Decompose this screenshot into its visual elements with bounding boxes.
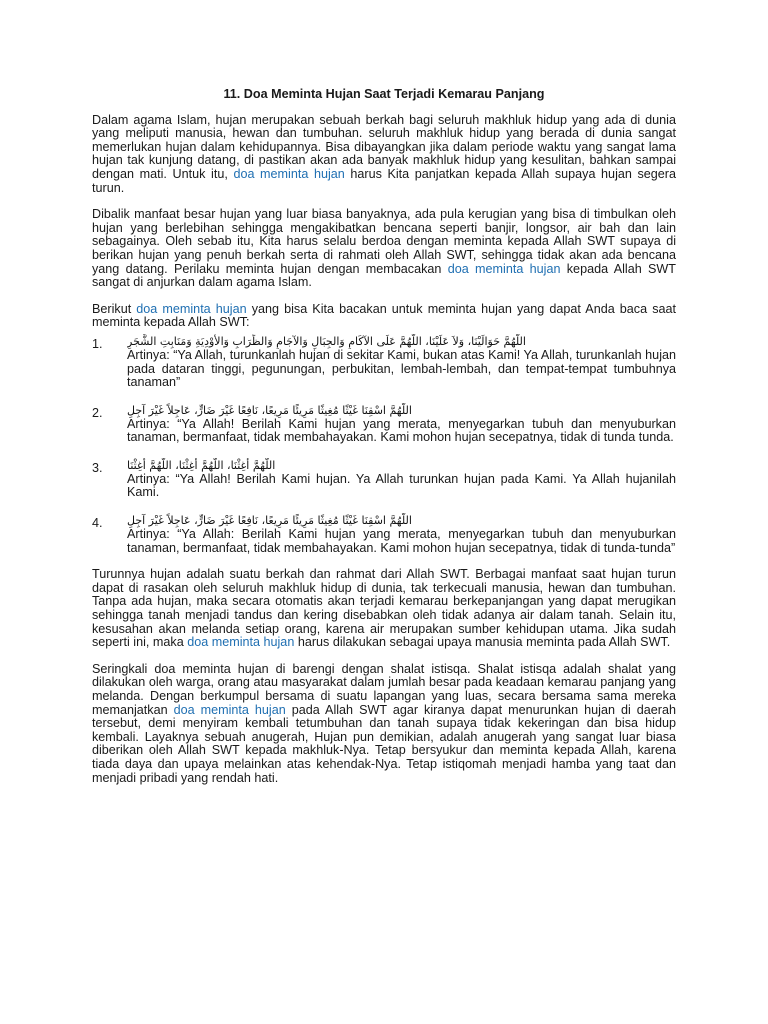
paragraph-text: Dibalik manfaat besar hujan yang luar biasa banyaknya, ada pula kerugian yang bisa di timbulkan oleh hujan yang berlebihan sehingga mengakibatkan bencana seperti banjir, longsor, air bah dan lain sebagainya. Oleh sebab itu, Kita harus selalu berdoa dengan meminta kepada Allah SWT supaya di berikan hujan yang penuh berkah serta di rahmati oleh Allah SWT, sehingga tidak akan ada bencana yang datang. Perilaku meminta hujan dengan membacakan [92, 207, 676, 276]
doa-meminta-hujan-link[interactable]: doa meminta hujan [136, 301, 247, 316]
doa-meminta-hujan-link[interactable]: doa meminta hujan [173, 702, 286, 717]
paragraph-text: Seringkali doa meminta hujan di barengi dengan shalat istisqa. Shalat istisqa adalah shalat yang dilakukan oleh warga, orang atau masyarakat dalam jumlah besar pada keadaan kemarau panjang yang melanda. Dengan berkumpul bersama di suatu lapangan yang luas, secara bersama sama mereka memanjatkan [92, 661, 676, 717]
dua-meaning: Artinya: “Ya Allah! Berilah Kami hujan. Ya Allah turunkan hujan pada Kami. Ya Allah hujanilah Kami. [127, 471, 676, 500]
dua-number: 4. [92, 516, 103, 531]
doa-meminta-hujan-link[interactable]: doa meminta hujan [233, 166, 345, 181]
doa-meminta-hujan-link[interactable]: doa meminta hujan [447, 261, 561, 276]
paragraph-benefits [92, 208, 676, 290]
paragraph-blessing [92, 568, 676, 650]
document-page [92, 88, 676, 798]
paragraph-text: pada Allah SWT agar kiranya dapat menurunkan hujan di daerah tersebut, demi menyiram kembali tetumbuhan dan tanah supaya tidak kekeringan dan bisa hidup kembali. Layaknya sebuah anugerah, Hujan pun demikian, adalah anugerah yang sangat luar biasa diberikan oleh Allah SWT kepada makhluk-Nya. Tetap bersyukur dan meminta kepada Allah, karena tiada daya dan upaya melainkan atas kehendak-Nya. Tetap istiqomah menjadi hamba yang taat dan menjadi pribadi yang rendah hati. [92, 702, 676, 785]
paragraph-text: kepada Allah SWT sangat di anjurkan dalam agama Islam. [92, 261, 676, 290]
paragraph-list-intro [92, 303, 676, 330]
dua-arabic-text: اللَّهُمَّ اسْقِنَا غَيْثًا مُغِيثًا مَرِيئًا مَرِيعًا، نَافِعًا غَيْرَ ضَارٍّ، عَاجِلاً غَيْرَ آجِلٍ [127, 514, 412, 528]
dua-list [92, 334, 676, 555]
page-title: 11. Doa Meminta Hujan Saat Terjadi Kemarau Panjang [223, 87, 545, 101]
dua-item [92, 403, 676, 445]
dua-number: 1. [92, 336, 103, 351]
dua-number: 2. [92, 405, 103, 420]
dua-arabic-text: اللَّهُمَّ حَوَالَيْنَا، وَلاَ عَلَيْنَا، اللَّهُمَّ عَلَى الآكَامِ وَالجِبَالِ وَالآجَامِ وَالظِّرَابِ وَالأَوْدِيَةِ وَمَنَابِتِ الشَّجَرِ [127, 334, 526, 348]
dua-meaning: Artinya: “Ya Allah! Berilah Kami hujan yang merata, menyegarkan tubuh dan menyuburkan tanaman, bermanfaat, tidak membahayakan. Kami mohon hujan secepatnya, tidak di tunda tunda. [127, 416, 676, 445]
dua-item [92, 334, 676, 390]
dua-arabic-text: اللَّهُمَّ أَغِثْنَا، اللَّهُمَّ أَغِثْنَا، اللَّهُمَّ أَغِثْنَا [127, 458, 276, 472]
doa-meminta-hujan-link[interactable]: doa meminta hujan [187, 635, 295, 650]
paragraph-text: harus dilakukan sebagai upaya manusia meminta pada Allah SWT. [294, 635, 671, 650]
paragraph-text: Berikut [92, 301, 137, 316]
paragraph-istisqa [92, 663, 676, 785]
paragraph-text: harus Kita panjatkan kepada Allah supaya hujan segera turun. [92, 166, 676, 195]
dua-meaning: Artinya: “Ya Allah: Berilah Kami hujan yang merata, menyegarkan tubuh dan menyuburkan tanaman, bermanfaat, tidak membahayakan. Kami mohon hujan secepatnya, tidak di tunda-tunda” [127, 527, 676, 555]
dua-meaning: Artinya: “Ya Allah, turunkanlah hujan di sekitar Kami, bukan atas Kami! Ya Allah, turunkanlah hujan pada dataran tinggi, pegunungan, perbukitan, lembah-lembah, dan tempat-tempat tumbuhnya tanaman” [127, 347, 676, 390]
dua-item [92, 513, 676, 555]
paragraph-intro [92, 114, 676, 196]
dua-item [92, 458, 676, 500]
paragraph-text: Turunnya hujan adalah suatu berkah dan rahmat dari Allah SWT. Berbagai manfaat saat hujan turun dapat di rasakan oleh seluruh makhluk hidup di dunia, tak terkecuali manusia, hewan dan tumbuhan. Tanpa ada hujan, maka secara otomatis akan terjadi kemarau berkepanjangan yang dapat merugikan sehingga tanah menjadi tandus dan kering disebabkan oleh tidak adanya air dalam tanah. Selain itu, kesusahan akan melanda setiap orang, karena air merupakan sumber kehidupan utama. Jika sudah seperti ini, maka [92, 567, 676, 650]
dua-arabic-text: اللَّهُمَّ اسْقِنَا غَيْثًا مُغِيثًا مَرِيئًا مَرِيعًا، نَافِعًا غَيْرَ ضَارٍّ، عَاجِلاً غَيْرَ آجِلٍ [127, 403, 412, 417]
paragraph-text: Dalam agama Islam, hujan merupakan sebuah berkah bagi seluruh makhluk hidup yang ada di dunia yang meliputi manusia, hewan dan tumbuhan. seluruh makhluk hidup yang berada di dunia sangat memerlukan hujan dalam kehidupannya. Bisa dibayangkan jika dalam periode waktu yang sangat lama hujan tak kunjung datang, di pastikan akan ada banyak makhluk hidup yang kesulitan, bahkan sampai dengan mati. Untuk itu, [92, 112, 676, 181]
paragraph-text: yang bisa Kita bacakan untuk meminta hujan yang dapat Anda baca saat meminta kepada Allah SWT: [92, 301, 677, 330]
dua-number: 3. [92, 460, 103, 475]
